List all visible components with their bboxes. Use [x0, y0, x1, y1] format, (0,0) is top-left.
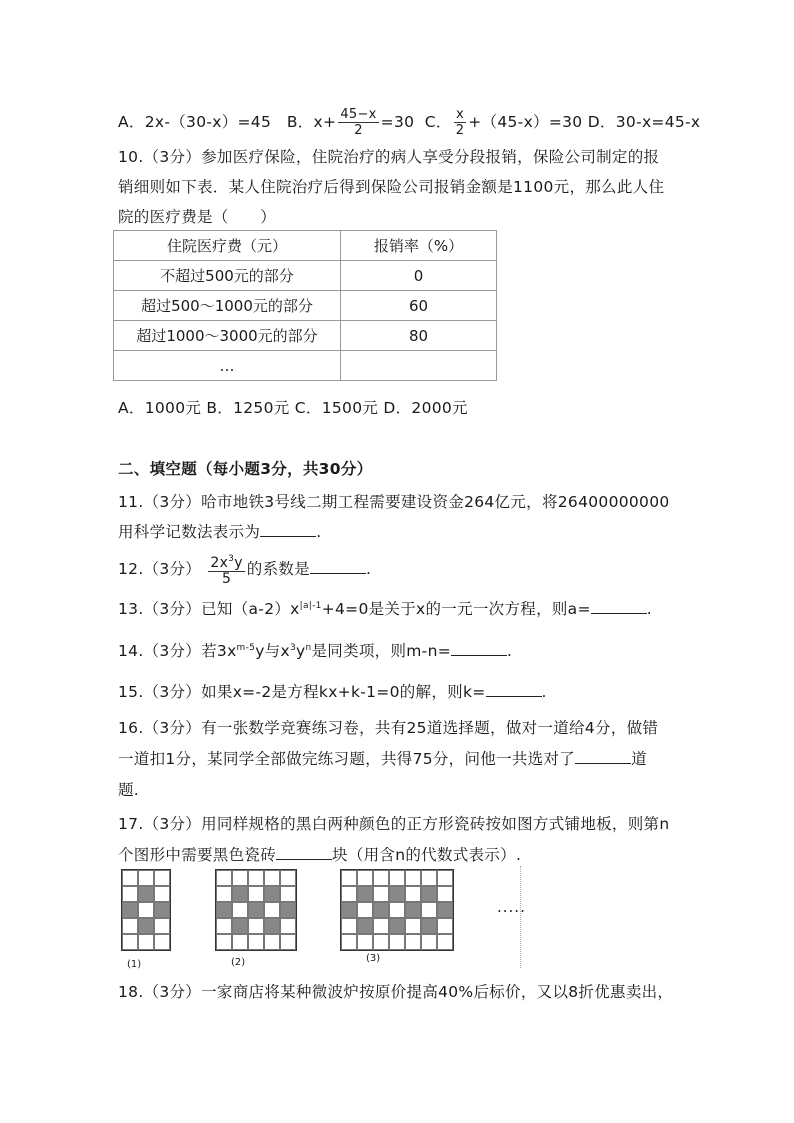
- table-cell: 超过1000～3000元的部分: [114, 321, 341, 351]
- q10-line-3: 院的医疗费是（ ）: [118, 208, 277, 226]
- black-tile: [264, 918, 280, 934]
- figure-caption: (1): [127, 959, 142, 970]
- white-tile: [421, 870, 437, 886]
- black-tile: [389, 886, 405, 902]
- white-tile: [138, 934, 154, 950]
- white-tile: [232, 870, 248, 886]
- answer-blank[interactable]: [310, 559, 366, 574]
- white-tile: [405, 870, 421, 886]
- q12-line: [118, 552, 371, 587]
- white-tile: [138, 870, 154, 886]
- black-tile: [122, 902, 138, 918]
- white-tile: [341, 886, 357, 902]
- white-tile: [341, 934, 357, 950]
- table-cell: 80: [341, 321, 497, 351]
- q11-end: .: [316, 523, 322, 541]
- white-tile: [280, 886, 296, 902]
- q9-option-b-suffix: =30: [380, 113, 415, 131]
- white-tile: [373, 934, 389, 950]
- black-tile: [264, 886, 280, 902]
- white-tile: [216, 934, 232, 950]
- black-tile: [341, 902, 357, 918]
- table-cell: 0: [341, 261, 497, 291]
- table-header-row: [114, 231, 497, 261]
- tile-figure-1: [121, 869, 171, 951]
- black-tile: [357, 886, 373, 902]
- white-tile: [122, 886, 138, 902]
- q16-text: 一道扣1分，某同学全部做完练习题，共得75分，问他一共选对了: [118, 750, 576, 768]
- table-cell: 超过500～1000元的部分: [114, 291, 341, 321]
- q13-line: [118, 597, 652, 619]
- white-tile: [248, 934, 264, 950]
- white-tile: [154, 918, 170, 934]
- table-row: [114, 321, 497, 351]
- exponent: 3: [228, 554, 235, 564]
- figure-border: [520, 866, 522, 968]
- table-cell: 60: [341, 291, 497, 321]
- white-tile: [264, 902, 280, 918]
- black-tile: [138, 918, 154, 934]
- black-tile: [373, 902, 389, 918]
- white-tile: [437, 870, 453, 886]
- q12-prefix: 12.（3分）: [118, 560, 202, 578]
- white-tile: [122, 870, 138, 886]
- exponent: 3: [289, 643, 296, 653]
- fraction-denominator: 2: [455, 123, 465, 138]
- q13-prefix: 13.（3分）已知（a-2）x: [118, 600, 300, 618]
- q9-option-b-fraction: [338, 107, 378, 138]
- q10-line-2: 销细则如下表．某人住院治疗后得到保险公司报销金额是1100元，那么此人住: [118, 178, 665, 196]
- q12-end: .: [365, 560, 372, 578]
- q14-text: 是同类项，则m-n=: [311, 642, 451, 660]
- fee-table: [113, 230, 497, 381]
- white-tile: [341, 918, 357, 934]
- table-cell: …: [114, 351, 341, 381]
- q14-text: y: [295, 642, 306, 660]
- white-tile: [280, 870, 296, 886]
- q16-line-3: 题.: [118, 781, 140, 799]
- section-heading: 二、填空题（每小题3分，共30分）: [118, 460, 373, 478]
- black-tile: [405, 902, 421, 918]
- table-header-cell: 住院医疗费（元）: [114, 231, 341, 261]
- exponent: |a|-1: [299, 601, 322, 611]
- white-tile: [248, 886, 264, 902]
- black-tile: [154, 902, 170, 918]
- black-tile: [232, 918, 248, 934]
- white-tile: [248, 918, 264, 934]
- table-cell: 不超过500元的部分: [114, 261, 341, 291]
- numerator-part: y: [234, 555, 243, 571]
- q15-end: .: [541, 683, 547, 701]
- q12-text: 的系数是: [246, 560, 310, 578]
- tile-figure-3: [340, 869, 454, 951]
- pattern-ellipsis: .....: [497, 898, 526, 916]
- white-tile: [122, 934, 138, 950]
- q16-text: 道: [631, 750, 647, 768]
- table-header-cell: 报销率（%）: [341, 231, 497, 261]
- answer-blank[interactable]: [260, 522, 316, 537]
- fraction-numerator: [208, 552, 244, 572]
- white-tile: [264, 870, 280, 886]
- table-row: [114, 351, 497, 381]
- white-tile: [437, 934, 453, 950]
- white-tile: [122, 918, 138, 934]
- answer-blank[interactable]: [451, 641, 507, 656]
- q17-text: 块（用含n的代数式表示）.: [332, 846, 522, 864]
- q11-line-2: [118, 520, 321, 542]
- q17-text: 个图形中需要黑色瓷砖: [118, 846, 277, 864]
- black-tile: [248, 902, 264, 918]
- q11-line-1: 11.（3分）哈市地铁3号线二期工程需要建设资金264亿元，将26400000000: [118, 493, 670, 511]
- white-tile: [405, 918, 421, 934]
- fraction-numerator: 45−x: [340, 107, 377, 122]
- figure-caption: (3): [366, 953, 381, 964]
- white-tile: [421, 934, 437, 950]
- white-tile: [280, 918, 296, 934]
- white-tile: [389, 934, 405, 950]
- white-tile: [357, 870, 373, 886]
- white-tile: [154, 934, 170, 950]
- q13-end: .: [646, 600, 652, 618]
- answer-blank[interactable]: [591, 599, 647, 614]
- white-tile: [373, 886, 389, 902]
- white-tile: [341, 870, 357, 886]
- q17-line-1: 17.（3分）用同样规格的黑白两种颜色的正方形瓷砖按如图方式铺地板，则第n: [118, 815, 670, 833]
- white-tile: [405, 886, 421, 902]
- white-tile: [389, 870, 405, 886]
- black-tile: [421, 886, 437, 902]
- q12-fraction: [208, 552, 244, 587]
- q9-option-c-fraction: [454, 107, 467, 138]
- q14-line: [118, 639, 512, 661]
- white-tile: [138, 902, 154, 918]
- white-tile: [373, 918, 389, 934]
- white-tile: [357, 902, 373, 918]
- exponent: m-5: [236, 643, 256, 653]
- white-tile: [216, 886, 232, 902]
- white-tile: [405, 934, 421, 950]
- q16-line-1: 16.（3分）有一张数学竞赛练习卷，共有25道选择题，做对一道给4分，做错: [118, 719, 659, 737]
- white-tile: [232, 934, 248, 950]
- black-tile: [437, 902, 453, 918]
- black-tile: [280, 902, 296, 918]
- q10-line-1: 10.（3分）参加医疗保险，住院治疗的病人享受分段报销，保险公司制定的报: [118, 148, 660, 166]
- fraction-denominator: 5: [221, 571, 232, 587]
- table-row: [114, 291, 497, 321]
- white-tile: [357, 934, 373, 950]
- white-tile: [154, 886, 170, 902]
- q15-text: 15.（3分）如果x=-2是方程kx+k-1=0的解，则k=: [118, 683, 486, 701]
- white-tile: [373, 870, 389, 886]
- answer-blank[interactable]: [575, 749, 631, 764]
- q17-line-2: [118, 843, 521, 865]
- q9-option-c-prefix: C．: [424, 113, 452, 131]
- white-tile: [437, 918, 453, 934]
- black-tile: [421, 918, 437, 934]
- q16-line-2: [118, 747, 647, 769]
- answer-blank[interactable]: [486, 682, 542, 697]
- answer-blank[interactable]: [276, 845, 332, 860]
- q11-text: 用科学记数法表示为: [118, 523, 261, 541]
- q9-option-a: A．2x-（30-x）=45: [118, 113, 272, 131]
- q10-options: A．1000元 B．1250元 C．1500元 D．2000元: [118, 399, 468, 417]
- white-tile: [437, 886, 453, 902]
- white-tile: [154, 870, 170, 886]
- black-tile: [216, 902, 232, 918]
- white-tile: [280, 934, 296, 950]
- white-tile: [216, 918, 232, 934]
- fraction-denominator: 2: [354, 123, 363, 138]
- q14-prefix: 14.（3分）若3x: [118, 642, 237, 660]
- black-tile: [232, 886, 248, 902]
- exponent: n: [305, 643, 312, 653]
- table-row: [114, 261, 497, 291]
- black-tile: [389, 918, 405, 934]
- table-cell: [341, 351, 497, 381]
- q14-text: y与x: [255, 642, 290, 660]
- figure-caption: (2): [231, 957, 246, 968]
- q14-end: .: [507, 642, 513, 660]
- fraction-numerator: x: [454, 107, 467, 123]
- q15-line: [118, 680, 547, 702]
- white-tile: [421, 902, 437, 918]
- q13-text: +4=0是关于x的一元一次方程，则a=: [321, 600, 591, 618]
- numerator-part: 2x: [210, 555, 229, 571]
- white-tile: [232, 902, 248, 918]
- white-tile: [389, 902, 405, 918]
- tile-figure-2: [215, 869, 297, 951]
- white-tile: [216, 870, 232, 886]
- q9-option-b-prefix: B．x+: [286, 113, 337, 131]
- q9-options: [118, 107, 700, 138]
- q9-option-c-suffix: +（45-x）=30: [468, 113, 583, 131]
- black-tile: [357, 918, 373, 934]
- q9-option-d: D．30-x=45-x: [587, 113, 701, 131]
- black-tile: [138, 886, 154, 902]
- white-tile: [248, 870, 264, 886]
- white-tile: [264, 934, 280, 950]
- q18-line-1: 18.（3分）一家商店将某种微波炉按原价提高40%后标价，又以8折优惠卖出，: [118, 983, 674, 1001]
